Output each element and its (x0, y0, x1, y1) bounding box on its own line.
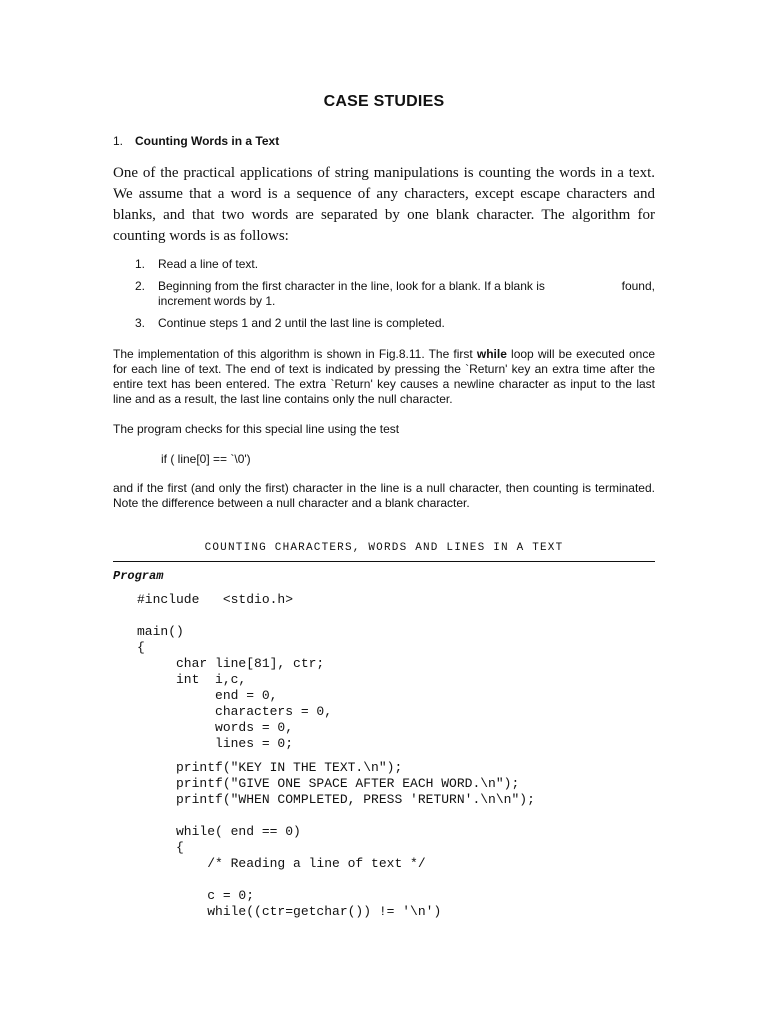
test-expression: if ( line[0] == `\0') (161, 452, 251, 466)
step-text-line (158, 279, 655, 294)
program-label: Program (113, 569, 164, 583)
step-text-end: found, (621, 279, 655, 293)
step-number: 1. (135, 257, 146, 271)
code-while-loop: while( end == 0) { /* Reading a line of text */ (176, 824, 426, 871)
list-item (113, 257, 655, 272)
code-read-loop: c = 0; while((ctr=getchar()) != '\n') (207, 888, 442, 919)
termination-paragraph: and if the first (and only the first) character in the line is a null character, then counting is terminated. Note the difference between a null character and a blank character. (113, 481, 655, 510)
page-title: CASE STUDIES (323, 93, 445, 110)
implementation-text-end: loop will be executed once for each line of text. The end of text is indicated by pressing the `Return' key an extra time after the entire text has been entered. The extra `Return' key causes a newline character as input to the last line and as a result, the last line contains only the null character. (113, 347, 655, 406)
figure-caption: COUNTING CHARACTERS, WORDS AND LINES IN A TEXT (204, 542, 564, 554)
intro-paragraph: One of the practical applications of string manipulations is counting the words in a text. We assume that a word is a sequence of any characters, except escape characters and blanks, and that two words are separated by one blank character. The algorithm for counting words is as follows: (113, 165, 655, 244)
section-number: 1. (113, 134, 124, 148)
section-heading (113, 134, 279, 148)
step-number: 2. (135, 279, 146, 293)
caption-divider (113, 561, 655, 562)
list-item (113, 279, 655, 309)
while-keyword: while (476, 347, 507, 361)
algorithm-steps (113, 257, 655, 338)
step-text-continuation: increment words by 1. (158, 294, 276, 308)
list-item (113, 316, 655, 331)
section-title: Counting Words in a Text (135, 134, 280, 148)
implementation-text-start: The implementation of this algorithm is shown in Fig.8.11. The first (113, 347, 477, 361)
step-number: 3. (135, 316, 146, 330)
step-text: Continue steps 1 and 2 until the last line is completed. (158, 316, 445, 330)
code-main-declarations: main() { char line[81], ctr; int i,c, end = 0, characters = 0, words = 0, lines = 0; (137, 624, 333, 751)
implementation-paragraph (113, 347, 655, 407)
checks-paragraph: The program checks for this special line using the test (113, 422, 400, 436)
code-printf-statements: printf("KEY IN THE TEXT.\n"); printf("GIVE ONE SPACE AFTER EACH WORD.\n"); printf("WHEN COMPLETED, PRESS 'RETURN'.\n\n"); (176, 760, 535, 807)
code-include: #include <stdio.h> (137, 592, 294, 607)
step-text: Read a line of text. (158, 257, 259, 271)
step-text: Beginning from the first character in the line, look for a blank. If a blank is (158, 279, 545, 293)
